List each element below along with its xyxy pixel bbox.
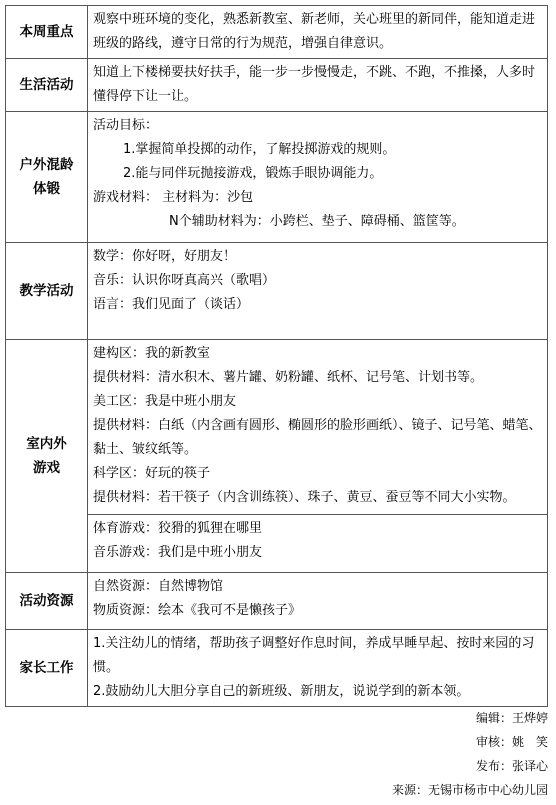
teaching-item: 语言：我们见面了（谈话） [93,297,250,312]
row-activity-resources [6,573,548,630]
row-title: 教学活动 [6,243,88,340]
life-text: 知道上下楼梯要扶好扶手，能一步一步慢慢走，不跳、不跑，不推搡，人多时懂得停下让一让。 [93,65,536,104]
goal-item: 1.掌握简单投掷的动作，了解投掷游戏的规则。 [123,142,396,157]
row-title [6,112,88,243]
weekly-plan-table [5,5,548,707]
row-title [6,340,88,573]
row-title-line: 体锻 [33,181,60,197]
row-content [88,59,548,112]
row-indoor-outdoor-games [6,340,548,573]
row-outdoor-exercise [6,112,548,243]
parent-item: 2.鼓励幼儿大胆分享自己的新班级、新朋友，说说学到的新本领。 [93,684,470,699]
row-content [88,6,548,59]
row-title-line: 游戏 [33,460,60,476]
row-title-line: 户外混龄 [19,157,74,173]
row-weekly-focus [6,6,548,59]
row-daily-life [6,59,548,112]
teaching-item: 音乐：认识你呀真高兴（歌唱） [93,273,276,288]
row-title-line: 室内外 [26,436,67,452]
row-title: 家长工作 [6,630,88,707]
material-aux: N个辅助材料为：小跨栏、垫子、障碍桶、篮筐等。 [169,214,465,229]
row-teaching-activities [6,243,548,340]
goal-item: 2.能与同伴玩抛接游戏，锻炼手眼协调能力。 [123,166,383,181]
area-line: 美工区：我是中班小朋友 [93,394,237,409]
teaching-item: 数学：你好呀，好朋友！ [93,249,237,264]
area-line: 科学区：好玩的筷子 [93,466,211,481]
resource-item: 物质资源：绘本《我可不是懒孩子》 [93,603,302,618]
area-line: 提供材料：白纸（内含画有圆形、椭圆形的脸形画纸）、镜子、记号笔、蜡笔、黏土、皱纹纸等。 [93,418,542,457]
row-title: 生活活动 [6,59,88,112]
weekly-plan [5,5,547,707]
sports-game: 体育游戏：狡猾的狐狸在哪里 [93,521,263,536]
material-main: 游戏材料： 主材料为：沙包 [93,190,254,205]
goal-label: 活动目标： [93,118,159,133]
music-game: 音乐游戏：我们是中班小朋友 [93,545,263,560]
row-title: 活动资源 [6,573,88,630]
editor-credit: 编辑：王烨婷 [475,711,548,725]
row-content [88,630,548,707]
area-line: 提供材料：清水积木、薯片罐、奶粉罐、纸杯、记号笔、计划书等。 [93,370,484,385]
row-content [88,112,548,243]
reviewer-credit: 审核：姚 笑 [475,735,548,749]
row-content [88,340,548,573]
publisher-credit: 发布：张译心 [475,759,548,773]
parent-item: 1.关注幼儿的情绪，帮助孩子调整好作息时间，养成早睡早起、按时来园的习惯。 [93,636,535,675]
credits [392,706,548,802]
row-content [88,573,548,630]
row-title: 本周重点 [6,6,88,59]
resource-item: 自然资源：自然博物馆 [93,579,224,594]
group-games [88,514,547,565]
row-content [88,243,548,340]
area-line: 建构区：我的新教室 [93,346,211,361]
area-line: 提供材料：若干筷子（内含训练筷）、珠子、黄豆、蚕豆等不同大小实物。 [93,490,516,505]
source-credit: 来源：无锡市杨市中心幼儿园 [391,783,548,797]
focus-text: 观察中班环境的变化，熟悉新教室、新老师，关心班里的新同伴，能知道走进班级的路线，遵守日常的行为规范，增强自律意识。 [93,12,536,51]
row-parent-work [6,630,548,707]
